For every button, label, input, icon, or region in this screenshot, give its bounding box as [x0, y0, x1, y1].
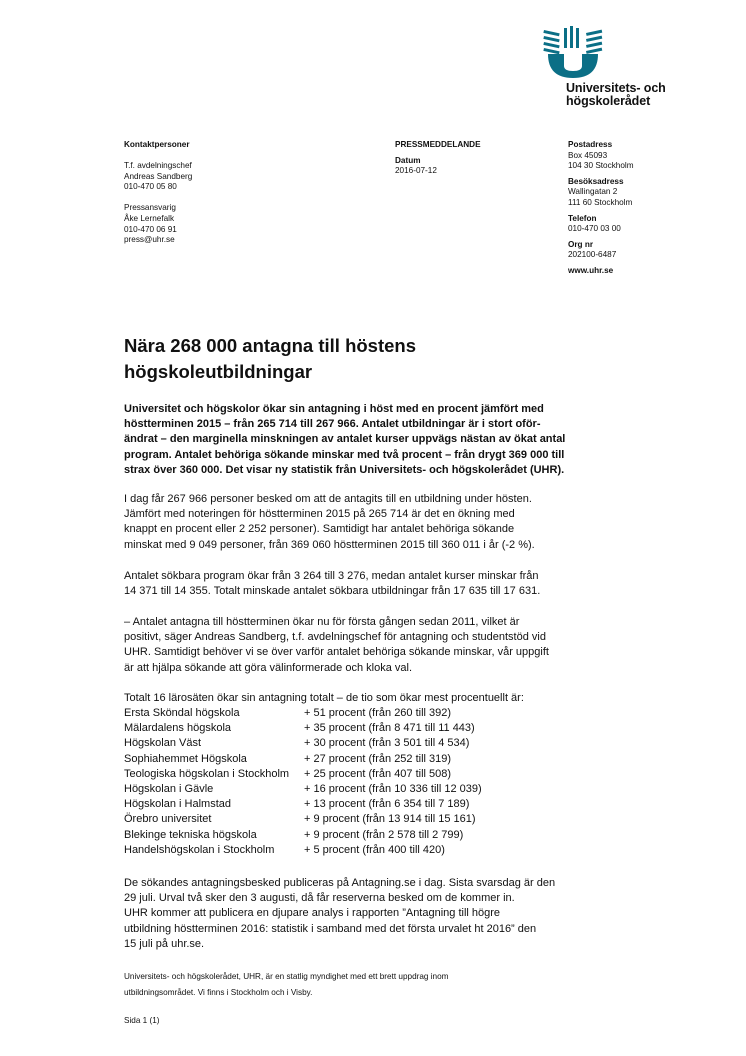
page-title — [124, 333, 644, 385]
institution-name: Högskolan Väst — [124, 737, 202, 750]
list-item — [124, 812, 594, 827]
institution-name: Handelshögskolan i Stockholm — [124, 843, 275, 856]
list-item — [124, 843, 594, 858]
contact-2-name: Åke Lernefalk — [124, 213, 175, 223]
institution-value: + 35 procent (från 8 471 till 11 443) — [304, 722, 475, 735]
release-block — [395, 140, 545, 177]
institution-value: + 27 procent (från 252 till 319) — [304, 752, 452, 765]
institution-name: Örebro universitet — [124, 813, 212, 826]
institution-value: + 9 procent (från 13 914 till 15 161) — [304, 813, 476, 826]
institution-name: Ersta Sköndal högskola — [124, 707, 240, 719]
institution-name: Sophiahemmet Högskola — [124, 752, 247, 765]
post-label: Postadress — [568, 140, 613, 149]
institution-name: Högskolan i Gävle — [124, 782, 214, 795]
list-item — [124, 797, 594, 812]
institution-value: + 5 procent (från 400 till 420) — [304, 843, 445, 856]
paragraph-line: I dag får 267 966 personer besked om att de antagits till en utbildning under hösten. — [124, 493, 532, 505]
institution-value: + 16 procent (från 10 336 till 12 039) — [304, 782, 482, 795]
lead-line: strax över 360 000. Det visar ny statistik från Universitets- och högskolerådet (UHR). — [124, 463, 565, 476]
lead-paragraph — [124, 402, 594, 478]
paragraph-3 — [124, 615, 594, 676]
logo-line-1: Universitets- och — [566, 81, 666, 95]
list-intro: Totalt 16 lärosäten ökar sin antagning totalt – de tio som ökar mest procentuellt är: — [124, 692, 524, 704]
lead-line: program. Antalet behöriga sökande minskar med två procent – från drygt 369 000 till — [124, 448, 565, 461]
institution-name: Blekinge tekniska högskola — [124, 828, 257, 841]
paragraph-line: utbildning höstterminen 2016: statistik i samband med det första urvalet ht 2016” den — [124, 922, 537, 935]
paragraph-line: 14 371 till 14 355. Totalt minskade antalet sökbara utbildningar från 17 635 till 17 631. — [124, 585, 541, 598]
visit-label: Besöksadress — [568, 176, 624, 186]
page-number: Sida 1 (1) — [124, 1016, 160, 1025]
list-item — [124, 752, 594, 767]
contact-1-name: Andreas Sandberg — [124, 171, 193, 181]
paragraph-line: Antalet sökbara program ökar från 3 264 till 3 276, medan antalet kurser minskar från — [124, 570, 539, 582]
paragraph-line: De sökandes antagningsbesked publiceras på Antagning.se i dag. Sista svarsdag är den — [124, 877, 556, 889]
list-item — [124, 736, 594, 751]
paragraph-line: minskat med 9 049 personer, från 369 060 höstterminen 2015 till 360 011 i år (-2 %). — [124, 538, 535, 551]
uhr-logo — [538, 26, 688, 116]
title-line-2: högskoleutbildningar — [124, 361, 313, 382]
institution-name: Mälardalens högskola — [124, 722, 232, 735]
contacts-block — [124, 140, 324, 246]
list-item — [124, 767, 594, 782]
contact-1-role: T.f. avdelningschef — [124, 161, 192, 171]
list-item — [124, 721, 594, 736]
paragraph-line: Jämfört med noteringen för höstterminen 2015 på 265 714 är det en ökning med — [124, 508, 515, 521]
institution-list — [124, 706, 594, 858]
visit-line-1: Wallingatan 2 — [568, 187, 618, 197]
paragraph-line: är att hjälpa sökande att göra välinformerade och kloka val. — [124, 661, 412, 674]
paragraph-line: 29 juli. Urval två sker den 3 augusti, då får reserverna besked om de kommer in. — [124, 892, 515, 905]
org-number: 202100-6487 — [568, 250, 617, 260]
date-label: Datum — [395, 155, 421, 165]
release-type: PRESSMEDDELANDE — [395, 140, 481, 149]
lead-line: ändrat – den marginella minskningen av antalet kurser uppvägs nästan av ökat antal — [124, 433, 566, 446]
address-block — [568, 140, 728, 277]
institution-value: + 25 procent (från 407 till 508) — [304, 767, 452, 780]
contact-2-role: Pressansvarig — [124, 203, 176, 213]
footer-line: utbildningsområdet. Vi finns i Stockholm och i Visby. — [124, 988, 313, 997]
institution-value: + 13 procent (från 6 354 till 7 189) — [304, 798, 470, 811]
contact-2-phone: 010-470 06 91 — [124, 224, 177, 234]
lead-line: Universitet och högskolor ökar sin antagning i höst med en procent jämfört med — [124, 403, 544, 415]
footer-line: Universitets- och högskolerådet, UHR, är en statlig myndighet med ett brett uppdrag inom — [124, 972, 449, 981]
paragraph-line: – Antalet antagna till höstterminen ökar nu för första gången sedan 2011, vilket är — [124, 616, 520, 628]
uhr-emblem-icon — [542, 26, 604, 80]
title-line-1: Nära 268 000 antagna till höstens — [124, 335, 417, 356]
paragraph-line: UHR. Samtidigt behöver vi se över varför antalet behöriga sökande minskar, vår uppgift — [124, 646, 549, 659]
phone-number: 010-470 03 00 — [568, 224, 621, 234]
logo-line-2: högskolerådet — [566, 94, 651, 108]
phone-label: Telefon — [568, 213, 597, 223]
institution-value: + 51 procent (från 260 till 392) — [304, 707, 452, 719]
contact-2-email[interactable]: press@uhr.se — [124, 235, 175, 245]
post-line-2: 104 30 Stockholm — [568, 161, 634, 171]
org-label: Org nr — [568, 239, 594, 249]
institution-value: + 30 procent (från 3 501 till 4 534) — [304, 737, 470, 750]
visit-line-2: 111 60 Stockholm — [568, 197, 633, 207]
paragraph-line: UHR kommer att publicera en djupare analys i rapporten ”Antagning till högre — [124, 907, 501, 920]
paragraph-1 — [124, 492, 594, 553]
footer-note — [124, 969, 544, 1001]
paragraph-line: positivt, säger Andreas Sandberg, t.f. avdelningschef för antagning och studentstöd vid — [124, 631, 546, 644]
paragraph-line: 15 juli på uhr.se. — [124, 937, 205, 950]
paragraph-2 — [124, 569, 594, 599]
list-item — [124, 706, 594, 721]
website-link[interactable]: www.uhr.se — [568, 265, 614, 275]
contact-1-phone: 010-470 05 80 — [124, 182, 177, 192]
release-date: 2016-07-12 — [395, 166, 437, 176]
list-item — [124, 828, 594, 843]
paragraph-line: knappt en procent eller 2 252 personer). Samtidigt har antalet behöriga sökande — [124, 523, 515, 536]
contacts-heading: Kontaktpersoner — [124, 140, 190, 149]
institution-name: Teologiska högskolan i Stockholm — [124, 767, 290, 780]
post-line-1: Box 45093 — [568, 150, 608, 160]
institution-value: + 9 procent (från 2 578 till 2 799) — [304, 828, 464, 841]
paragraph-5 — [124, 876, 594, 952]
list-item — [124, 782, 594, 797]
lead-line: höstterminen 2015 – från 265 714 till 267 966. Antalet utbildningar är i stort oför- — [124, 418, 541, 431]
institution-name: Högskolan i Halmstad — [124, 798, 231, 811]
